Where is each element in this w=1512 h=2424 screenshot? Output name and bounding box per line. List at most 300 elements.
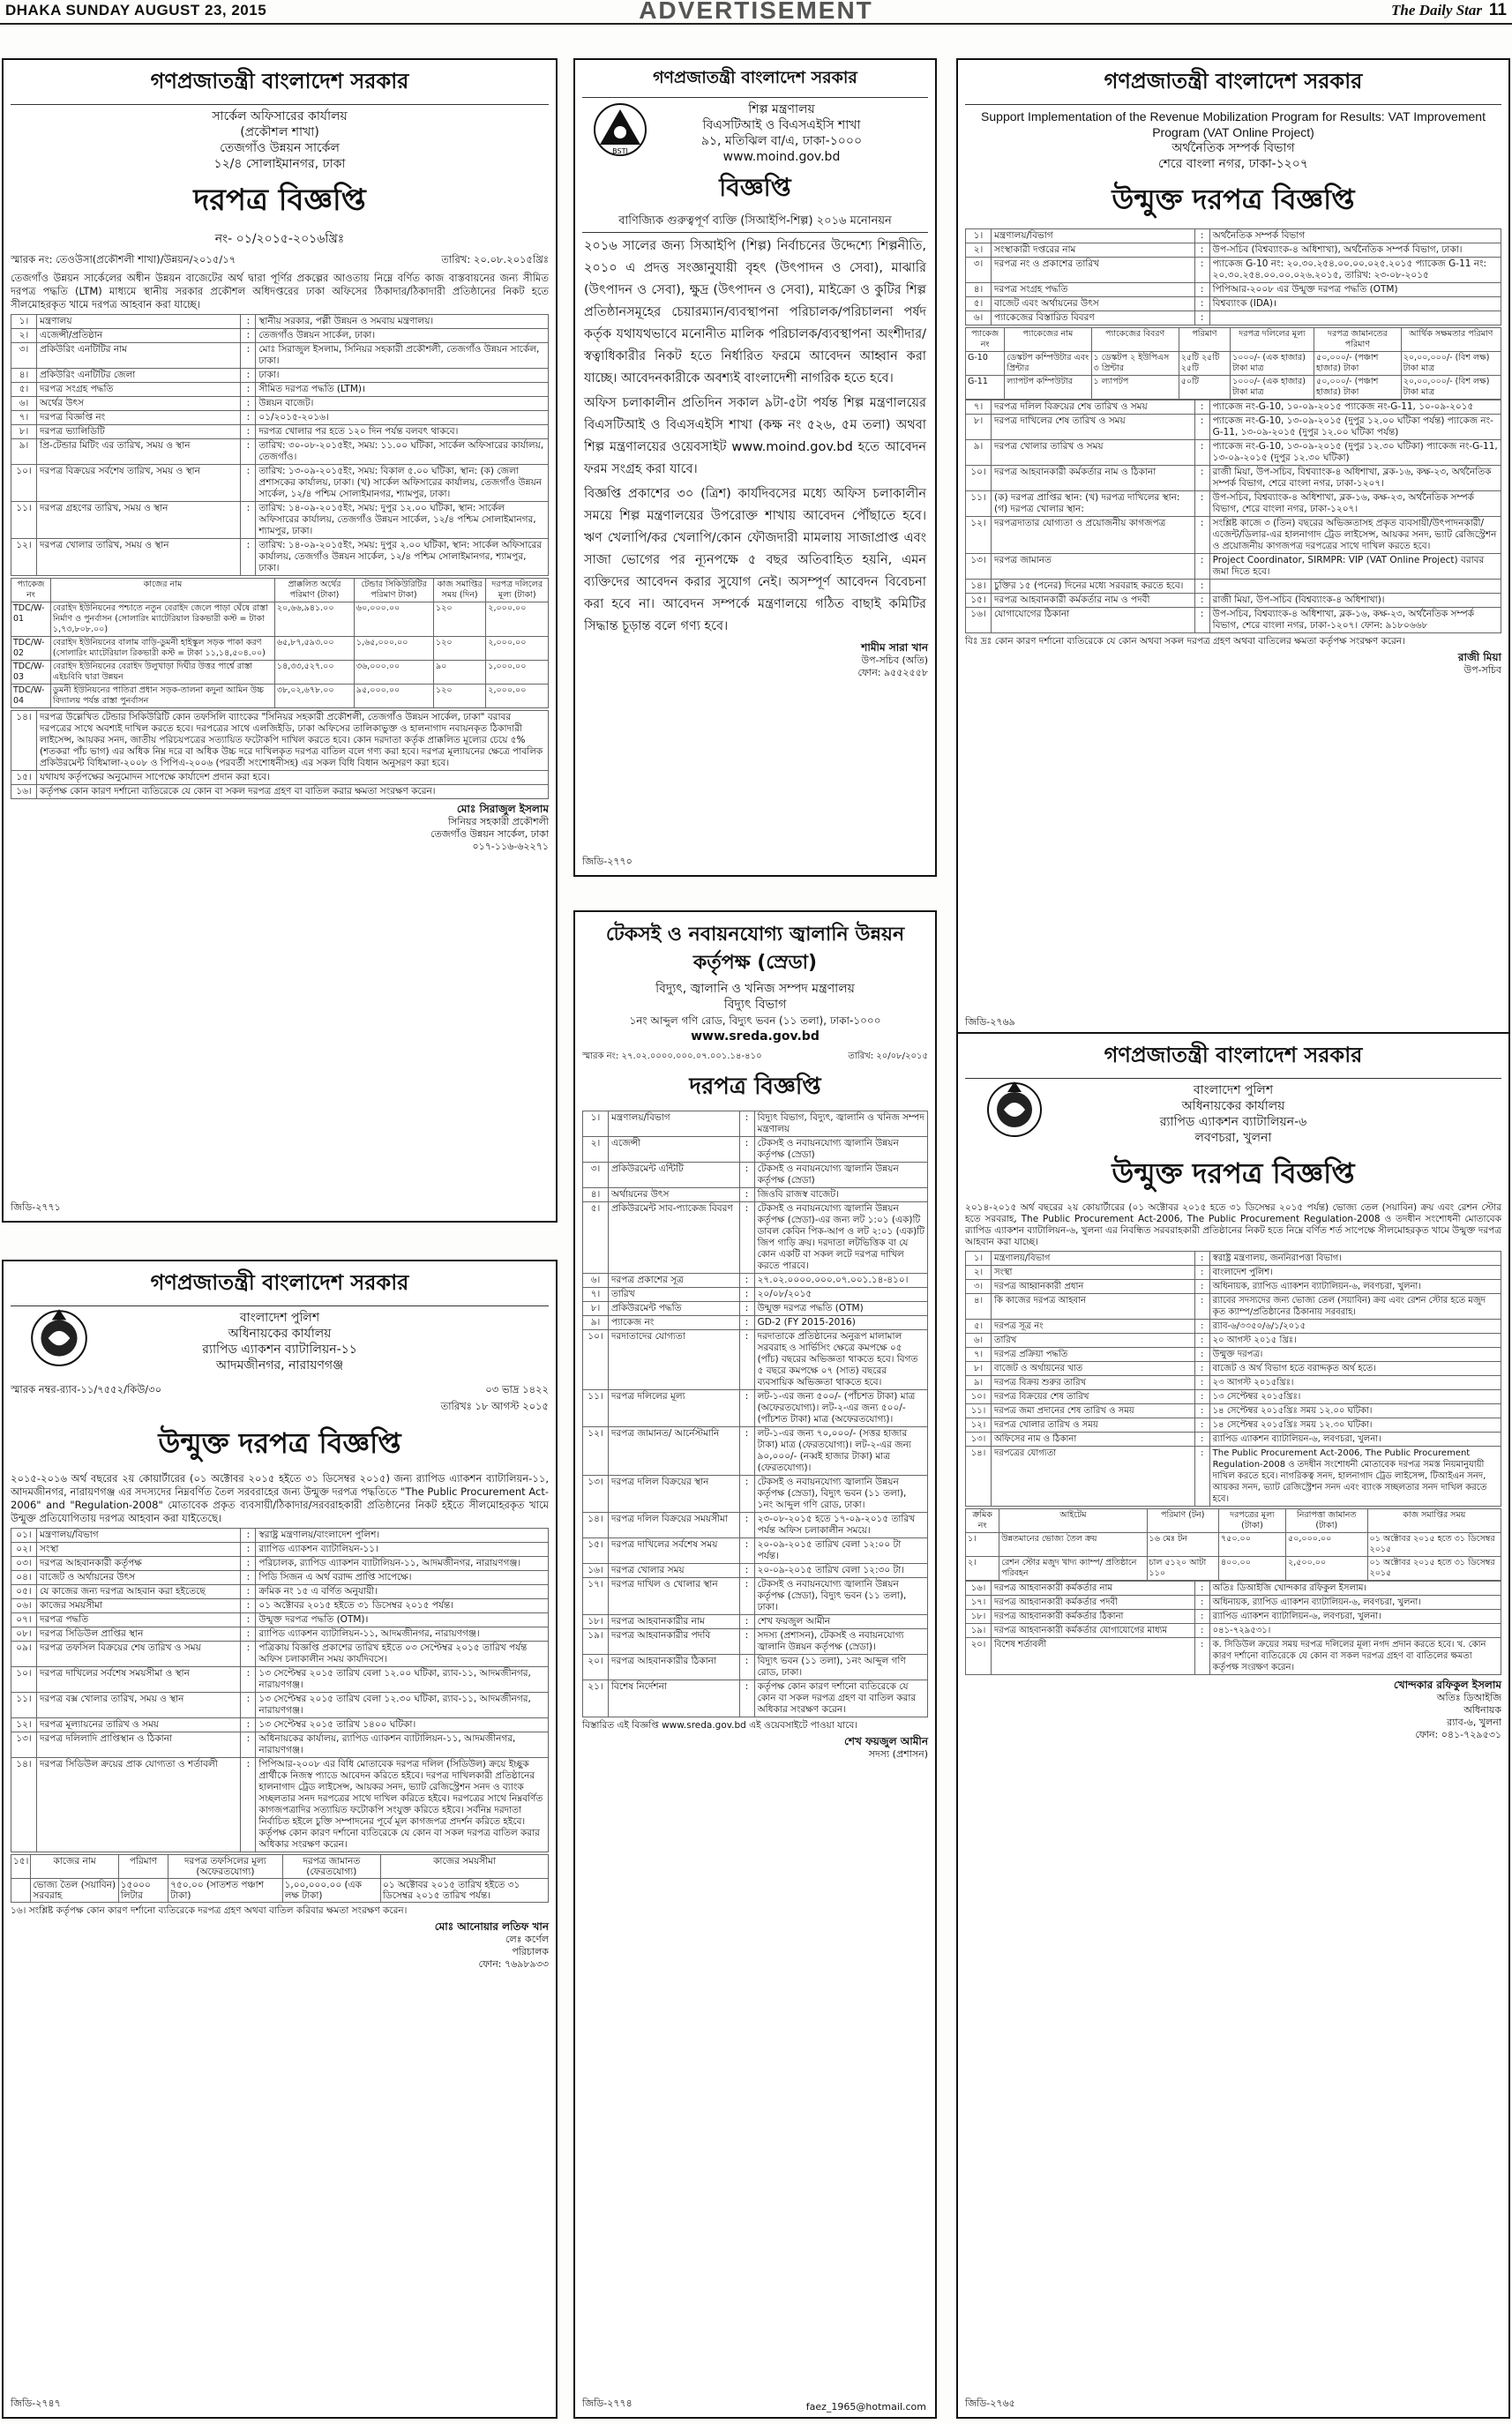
table-cell: ১২০ — [433, 685, 485, 708]
table-cell: পরিচালক, র‍্যাপিড এ্যাকশন ব্যাটালিয়ন-১১, আদমজীনগর, নারায়ণগঞ্জ। — [256, 1557, 549, 1571]
ad4-package-table — [965, 327, 1501, 400]
table-cell: তারিখ: ১৩-০৯-২০১৫ইং, সময়: বিকাল ৫.০০ ঘটিকা, স্থান: (ক) জেলা প্রশাসকের কার্যালয়, ঢাকা। (খ) সার্কেল অফিসারের কার্যালয়, তেজগাঁও উন্নয়ন সার্কেল, ১২/৪ পশ্চিম সোলাইমানগর, শ্যামপুর, ঢাকা। — [256, 465, 549, 502]
table-row — [966, 352, 1501, 376]
table-cell: কর্তৃপক্ষ কোন কারণ দর্শানো ব্যতিরেকে যে কোন বা সকল দরপত্র গ্রহণ বা বাতিল করার অধিকার সংরক্ষণ করেন। — [754, 1680, 927, 1717]
table-cell: পিপিআর-২০০৮ এর বিধি মোতাবেক দরপত্র দলিল (সিডিউল) ক্রয়ে ইচ্ছুক প্রার্থীকে নিজস্ব প্যাডে আবেদন করিতে হইবে। দরপত্র দাখিলকারী প্রতিষ্ঠানের হালনাগাদ ট্রেড লাইসেন্স, আয়কর সনদ, ভ্যাট রেজিস্ট্রেশন সনদ ও ব্যাংক সচ্ছলতার সনদ দরপত্রের সাথে দাখিল করিতে হইবে। দরপত্রের সাথে নিম্নবর্ণিত কাগজপত্রাদির সত্যায়িত ফটোকপি সংযুক্ত করিতে হইবে। সর্বনিম্ন দরদাতা নির্বাচিত হইলে চুক্তি সম্পাদনের পূর্বে মূল কাগজপত্র প্রদর্শন করিতে হইবে। কর্তৃপক্ষ কোন কারণ দর্শানো ব্যতিরেকে যে কোন বা সকল দরপত্র বাতিল করার অধিকার সংরক্ষণ করেন। — [256, 1758, 549, 1852]
table-cell: রাজী মিয়া, উপ-সচিব (বিশ্বব্যাংক-৪ অধিশাখা)। — [1209, 594, 1501, 608]
table-cell: ১৪। — [966, 580, 992, 594]
table-cell: (ক) দরপত্র প্রাপ্তির স্থান: (খ) দরপত্র দাখিলের স্থান: (গ) দরপত্র খোলার স্থান: — [992, 491, 1195, 517]
ad6-office-4: আদমজীনগর, নারায়ণগঞ্জ — [215, 1358, 344, 1373]
table-cell: ২। — [966, 243, 992, 258]
table-cell: ০১। — [11, 1529, 37, 1543]
colon-cell: : — [241, 502, 256, 539]
colon-cell: : — [241, 1667, 256, 1693]
ad2-sig-name: শামীম সারা খান — [861, 641, 928, 654]
table-cell: দরপত্র আহবানকারীর ঠিকানা — [609, 1655, 740, 1680]
table-row — [11, 1642, 549, 1667]
table-cell: দরপত্র দাখিলের সর্বশেষ সময় — [609, 1538, 740, 1564]
table-row — [11, 661, 549, 685]
ad4-sig-name: রাজী মিয়া — [1457, 651, 1501, 663]
table-row — [966, 440, 1501, 466]
colon-cell: : — [739, 1629, 754, 1655]
table-cell: পিপিআর-২০০৮ এর উন্মুক্ত দরপত্র পদ্ধতি (OTM) — [1209, 283, 1501, 297]
table-cell: ১১। — [11, 502, 37, 539]
section-title: ADVERTISEMENT — [639, 0, 873, 24]
ad1-intro: তেজগাঁও উন্নয়ন সার্কেলের অধীন উন্নয়ন বাজেটের অর্থ দ্বারা পূর্ণির প্রকল্পের আওতায় নিম্নে বর্ণিত কাজ বাস্তবায়নের জন্য সীমিত দরপত্র পদ্ধতি (LTM) মাধ্যমে স্থানীয় সরকার প্রকৌশল অধিদপ্তরের ঢাকা অফিসের ঠিকাদার/ঠিকাদারী প্রতিষ্ঠানের নিকট হতে সীলমোহরকৃত খামে দরপত্র আহবান করা যাচ্ছে। — [11, 272, 549, 310]
table-row — [583, 1390, 928, 1427]
table-cell: রেশন স্টোর মজুদ খাদ্য ক্যাম্প/ প্রতিষ্ঠানে পরিবহন — [999, 1557, 1147, 1581]
masthead: The Daily Star — [1391, 2, 1482, 19]
ad2-office-2: বিএসটিআই ও বিএসএইসি শাখা — [702, 118, 861, 132]
table-cell: ৮। — [11, 425, 37, 439]
ad5-sig-title: অধিনায়ক — [1463, 1704, 1501, 1716]
ad2-sig-phone: ফোন: ৯৫৫২৫৫৮ — [857, 667, 928, 678]
colon-cell: : — [1194, 608, 1209, 633]
table-cell: দরপত্র সূত্র নং — [992, 1320, 1195, 1334]
table-row — [966, 258, 1501, 283]
colon-cell: : — [739, 1427, 754, 1476]
table-cell: উন্মুক্ত দরপত্র। — [1209, 1348, 1501, 1362]
table-cell: দরপত্র নং ও প্রকাশের তারিখ — [992, 258, 1195, 283]
table-header-row — [966, 1509, 1501, 1533]
colon-cell: : — [1194, 1404, 1209, 1418]
table-cell: প্রকিউরিং এনটিটির জেলা — [37, 369, 241, 383]
table-cell: মন্ত্রণালয়/বিভাগ — [609, 1111, 740, 1137]
colon-cell: : — [241, 439, 256, 465]
table-cell: ০৫। — [11, 1585, 37, 1599]
table-cell: দরপত্রের যোগ্যতা — [992, 1447, 1195, 1507]
column-header: টেন্ডার সিকিউরিটির পরিমাণ টাকা) — [354, 579, 433, 602]
table-cell: ঢাকা। — [256, 369, 549, 383]
table-cell: ১০০০/- (এক হাজার) টাকা মাত্র — [1231, 376, 1314, 400]
ad-rab6-tender — [956, 1032, 1510, 2419]
table-cell: ল্যাপটপ কম্পিউটার — [1005, 376, 1091, 400]
ad1-sig-phone: ০১৭-১১৬-৬২২৭১ — [472, 841, 549, 852]
ad3-code: জিডি-২৭৭৪ — [582, 2398, 632, 2409]
table-cell: দরপত্র সিডিউল ক্রয়ের প্রাক যোগ্যতা ও শর্তাবলী — [37, 1758, 241, 1852]
table-cell: উপ-সচিব, বিশ্বব্যাংক-৪ অধিশাখা, ব্লক-১৬, কক্ষ-২৩, অর্থনৈতিক সম্পর্ক বিভাগ, শেরে বাংলা নগর, ঢাকা-১২০৭। ফোন: ৯১৮০৬৬৮ — [1209, 608, 1501, 633]
table-cell: দরপত্র জমা প্রদানের শেষ তারিখ ও সময় — [992, 1404, 1195, 1418]
table-row — [11, 685, 549, 708]
table-cell: ১৩। — [11, 1732, 37, 1758]
ad1-office-1: সার্কেল অফিসারের কার্যালয় — [212, 109, 348, 123]
ad6-gov: গণপ্রজাতন্ত্রী বাংলাদেশ সরকার — [11, 1267, 549, 1306]
colon-cell: : — [1194, 1266, 1209, 1280]
table-cell: অর্থের উৎস — [37, 397, 241, 411]
colon-cell: : — [739, 1274, 754, 1288]
ad6-note-16: ১৬। সংশ্লিষ্ট কর্তৃপক্ষ কোন কারণ দর্শানো ব্যতিরেকে দরপত্র গ্রহণ অথবা বাতিল করিবার ক্ষমতা সংরক্ষণ করেন। — [11, 1905, 408, 1916]
table-row — [966, 1447, 1501, 1507]
ad3-office-1: বিদ্যুৎ, জ্বালানি ও খনিজ সম্পদ মন্ত্রণালয় — [655, 982, 855, 996]
table-cell: ৯। — [966, 1376, 992, 1390]
table-cell: সংশ্লিষ্ট কাজে ৩ (তিন) বছরের অভিজ্ঞতাসহ প্রকৃত ব্যবসায়ী/উৎপাদনকারী/এজেন্ট/ডিলার-এর হালনাগাদ ট্রেড লাইসেন্স, আয়কর সনদ, ভ্যাট রেজিস্ট্রেশন ও প্রয়োজনীয় কাগজপত্র দরপত্রের সাথে দাখিল করতে হবে। — [1209, 517, 1501, 554]
ad4-sig-title: উপ-সচিব — [1463, 664, 1501, 676]
table-row — [11, 1557, 549, 1571]
table-cell: ৭। — [966, 1348, 992, 1362]
ad-erd-vat-tender — [956, 58, 1510, 1037]
table-cell: ২০,০০,০০০/- (বিশ লক্ষ) টাকা মাত্র — [1401, 376, 1501, 400]
dateline: DHAKA SUNDAY AUGUST 23, 2015 — [5, 2, 267, 19]
table-cell — [11, 1879, 31, 1903]
ad5-title: উন্মুক্ত দরপত্র বিজ্ঞপ্তি — [1112, 1156, 1355, 1190]
table-cell: দরপত্র সিডিউল প্রাপ্তির স্থান — [37, 1627, 241, 1642]
table-cell: ৫। — [966, 297, 992, 311]
table-cell: টেকসই ও নবায়নযোগ্য জ্বালানি উন্নয়ন কর্তৃপক্ষ (স্রেডা)-এর জন্য লট ১:০১ (এক)টি ডাবল কেবিন পিক-আপ ও লট ২:০১ (এক)টি জিপ গাড়ি ক্রয়। দরদাতা লটভিত্তিক বা যে কোন একটি বা সকল লটে দরপত্র দাখিল করতে পারবে। — [754, 1202, 927, 1274]
table-cell: ১। — [583, 1111, 609, 1137]
colon-cell: : — [1194, 1376, 1209, 1390]
table-header-row — [11, 1855, 549, 1879]
table-cell: টেকসই ও নবায়নযোগ্য জ্বালানি উন্নয়ন কর্তৃপক্ষ (স্রেডা) — [754, 1137, 927, 1163]
colon-cell: : — [1194, 491, 1209, 517]
ad1-office-2: (প্রকৌশল শাখা) — [240, 125, 319, 139]
colon-cell: : — [1194, 1582, 1209, 1596]
table-cell: ৪। — [11, 369, 37, 383]
table-cell: স্থানীয় সরকার, পল্লী উন্নয়ন ও সমবায় মন্ত্রণালয়। — [256, 315, 549, 329]
table-row — [11, 1543, 549, 1557]
table-cell: অতিঃ ডিআইজি খোন্দকার রফিকুল ইসলাম। — [1209, 1582, 1501, 1596]
ad6-sig-phone: ফোন: ৭৬৯৮৯৩৩ — [478, 1958, 549, 1970]
ad2-para-3: বিজ্ঞপ্তি প্রকাশের ৩০ (ত্রিশ) কার্যদিবসের মধ্যে অফিস চলাকালীন সময়ে শিল্প মন্ত্রণালয়ের উপরোক্ত শাখায় আবেদন পৌঁছাতে হবে। ঋণ খেলাপি/কর খেলাপি/কোন ফৌজদারী মামলায় সাজাপ্রাপ্ত এবং সাজা ভোগের পর ন্যূনপক্ষে ৫ বছর অতিবাহিত হয়নি, এমন ব্যক্তিদের আবেদন করার সুযোগ নেই। অসম্পূর্ণ আবেদন বিবেচনা করা হবে না। আবেদন সম্পর্কে মন্ত্রণালয়ে গঠিত বাছাই কমিটির সিদ্ধান্ত চূড়ান্ত বলে গণ্য হবে। — [584, 487, 926, 633]
table-cell: ১৭। — [583, 1578, 609, 1615]
table-cell: মোঃ সিরাজুল ইসলাম, সিনিয়র সহকারী প্রকৌশলী, তেজগাঁও উন্নয়ন সার্কেল, ঢাকা। — [256, 343, 549, 369]
table-cell: প্যাকেজ নং-G-10, ১৩-০৯-২০১৫ (দুপুর ১২.০০ ঘটিকা পর্যন্ত) প্যাকেজ নং-G-11, ১৩-০৯-২০১৫ (দুপুর ১২.০০ ঘটিকা পর্যন্ত) — [1209, 415, 1501, 440]
table-cell: ৪। — [966, 1294, 992, 1320]
table-cell: চাল ৫১২০ আটা ১১০ — [1147, 1557, 1218, 1581]
colon-cell: : — [1194, 400, 1209, 415]
colon-cell: : — [241, 1642, 256, 1667]
table-cell: দরদাতাকে প্রতিষ্ঠানের অনুরূপ মালামাল সরবরাহ ও সার্ভিসিং ক্ষেত্রে কমপক্ষে ০৫ (পাঁচ) বছরের অভিজ্ঞতা থাকতে হবে। বিগত ৫ বছরে কমপক্ষে ০৭ (সাত) বছরের ব্যবসায়িক অভিজ্ঞতা থাকতে হবে। — [754, 1330, 927, 1390]
ad6-code: জিডি-২৭৪৭ — [11, 2398, 61, 2409]
ad4-office-1: অর্থনৈতিক সম্পর্ক বিভাগ — [1171, 141, 1295, 155]
table-cell: দরপত্র প্রক্রিয়া পদ্ধতি — [992, 1348, 1195, 1362]
table-cell: দরপত্র পদ্ধতি — [37, 1613, 241, 1627]
ad3-info-table — [582, 1111, 928, 1717]
table-row — [966, 608, 1501, 633]
table-cell: কাজের সময়সীমা — [37, 1599, 241, 1613]
table-cell — [1209, 311, 1501, 325]
column-header: প্যাকেজের নাম — [1005, 328, 1091, 352]
table-row — [966, 229, 1501, 243]
table-cell: ২। — [583, 1137, 609, 1163]
ad3-date: তারিখ: ২০/০৮/২০১৫ — [848, 1051, 928, 1061]
table-cell: দরপত্র বিক্রয়ের সর্বশেষ তারিখ, সময় ও স্থান — [37, 465, 241, 502]
table-cell: ৩৮,০২,৬৭৮.০০ — [274, 685, 354, 708]
note-row — [11, 711, 549, 771]
table-cell: প্যাকেজের বিস্তারিত বিবরণ — [992, 311, 1195, 325]
table-cell: ৬। — [11, 397, 37, 411]
table-cell: দরপত্র দলিল বিক্রয়ের শেষ তারিখ ও সময় — [992, 400, 1195, 415]
table-cell: দরপত্রদাতার যোগ্যতা ও প্রয়োজনীয় কাগজপত্র — [992, 517, 1195, 554]
colon-cell: : — [1194, 258, 1209, 283]
table-cell: ১২। — [966, 1418, 992, 1433]
table-cell: ১। — [966, 1533, 999, 1557]
colon-cell: : — [739, 1538, 754, 1564]
ad6-intro: ২০১৫-২০১৬ অর্থ বছরের ২য় কোয়ার্টারের (০১ অক্টোবর ২০১৫ হইতে ৩১ ডিসেম্বর ২০১৫) জন্য র‍্যাপিড এ্যাকশন ব্যাটালিয়ন-১১, আদমজীনগর, নারায়ণগঞ্জ এর সদস্যদের নিম্নবর্ণিত তৈল সরবরাহের জন্য উন্মুক্ত দরপত্র পদ্ধতিতে "The Public Procurement Act-2006" and "Regulation-2008" মোতাবেক প্রকৃত ব্যবসায়ী/ঠিকাদার/সরবরাহকারী প্রতিষ্ঠানের নিকট হইতে সীলমোহরকৃত খামে উন্মুক্ত প্রতিযোগিতায় দরপত্র আহবান করা যাইতেছে। — [11, 1472, 549, 1524]
table-cell: দরপত্র খোলার তারিখ ও সময় — [992, 1418, 1195, 1433]
ad6-office-2: অধিনায়কের কার্যালয় — [228, 1327, 332, 1341]
table-cell: যে কাজের জন্য দরপত্র আহবান করা হইতেছে — [37, 1585, 241, 1599]
ad-rab11-tender — [2, 1260, 558, 2419]
column-header: দরপত্র জামানতের পরিমাণ — [1314, 328, 1402, 352]
colon-cell: : — [1194, 1320, 1209, 1334]
table-cell: ২০,৬৬,৯৪১.০০ — [274, 602, 354, 637]
colon-cell: : — [1194, 1447, 1209, 1507]
table-cell: ৭। — [11, 411, 37, 425]
ad5-sig-office: র‍্যাব-৬, খুলনা — [1447, 1717, 1501, 1728]
table-cell: ১২। — [11, 539, 37, 576]
table-cell: এজেন্সী/প্রতিষ্ঠান — [37, 329, 241, 343]
table-cell: লট-১-এর জন্য ৭০,০০০/- (সত্তর হাজার টাকা) মাত্র (ফেরতযোগ্য)। লট-২-এর জন্য ৯০,০০০/- (নব্বই হাজার টাকা) মাত্র (ফেরতযোগ্য)। — [754, 1427, 927, 1476]
table-cell: ১০০০/- (এক হাজার) টাকা মাত্র — [1231, 352, 1314, 376]
table-cell: ৭৫০.০০ (সাতশত পঞ্চাশ টাকা) — [168, 1879, 282, 1903]
ad1-office-4: ১২/৪ সোলাইমানগর, ঢাকা — [213, 157, 346, 171]
page-header — [0, 0, 1512, 25]
table-cell: বাংলাদেশ পুলিশ। — [1209, 1266, 1501, 1280]
table-cell: দরপত্র বক্স খোলার তারিখ, সময় ও স্থান — [37, 1693, 241, 1718]
colon-cell: : — [1194, 554, 1209, 580]
ad1-ref: স্মারক নং: তেওউসা(প্রকৌশলী শাখা)/উন্নয়ন/২০১৫/১৭ — [11, 253, 236, 266]
table-cell: ১৮। — [966, 1610, 992, 1624]
ad1-date: তারিখ: ২০.০৮.২০১৫খ্রিঃ — [441, 253, 549, 266]
table-row — [583, 1615, 928, 1629]
table-row — [11, 1732, 549, 1758]
ad2-para-1: ২০১৬ সালের জন্য সিআইপি (শিল্প) নির্বাচনের উদ্দেশ্যে শিল্পনীতি, ২০১০ এ প্রদত্ত সংজ্ঞানুযায়ী বৃহৎ (উৎপাদন ও সেবা), মাঝারি (উৎপাদন ও সেবা), ক্ষুদ্র (উৎপাদন ও সেবা), মাইক্রো ও কুটির শিল্প প্রতিষ্ঠানসমূহের চেয়ারম্যান/ব্যবস্থাপনা পরিচালক/পরিচালনা পর্ষদ কর্তৃক যথাযথভাবে মনোনীত মালিক পরিচালক/ব্যবস্থাপনা অংশীদার/স্বত্বাধিকারীর নিকট হতে নির্ধারিত ফরমে আবেদন আহ্বান করা যাচ্ছে। আবেদনকারীকে অবশ্যই বাংলাদেশী নাগরিক হতে হবে। — [584, 239, 926, 385]
table-cell: ২। — [966, 1266, 992, 1280]
table-cell: প্রকিউরমেন্ট সাব-প্যাকেজ বিবরণ — [609, 1202, 740, 1274]
colon-cell: : — [241, 1557, 256, 1571]
table-row — [966, 1334, 1501, 1348]
table-row — [966, 376, 1501, 400]
table-cell: তারিখ: ৩০-০৮-২০১৫ইং, সময়: ১১.০০ ঘটিকা, সার্কেল অফিসারের কার্যালয়, তেজগাঁও। — [256, 439, 549, 465]
table-cell: ১৩। — [966, 1433, 992, 1447]
table-cell: ১০। — [966, 1390, 992, 1404]
table-row — [11, 502, 549, 539]
table-cell: প্যাকেজ নং-G-10, ১৩-০৯-২০১৫ (দুপুর ১২.৩০ ঘটিকা) প্যাকেজ নং-G-11, ১৩-০৯-২০১৫ (দুপুর ১২.৩০ ঘটিকা) — [1209, 440, 1501, 466]
table-cell: ১। — [11, 315, 37, 329]
ad6-package-table — [11, 1854, 549, 1903]
ad1-sig-title: সিনিয়র সহকারী প্রকৌশলী — [447, 816, 549, 827]
table-row — [11, 329, 549, 343]
table-cell: G-11 — [966, 376, 1005, 400]
table-cell: উপ-সচিব, বিশ্বব্যাংক-৪ অধিশাখা, ব্লক-১৬, কক্ষ-২৩, অর্থনৈতিক সম্পর্ক বিভাগ, শেরে বাংলা নগর, ঢাকা-১২০৭। — [1209, 491, 1501, 517]
ad5-office-1: বাংলাদেশ পুলিশ — [1193, 1083, 1274, 1097]
ad1-code: জিডি-২৭৭১ — [11, 1201, 61, 1213]
table-cell: ২০। — [966, 1638, 992, 1675]
ad2-code: জিডি-২৭৭০ — [582, 856, 632, 867]
table-cell: ১৩ সেপ্টেম্বর ২০১৫খ্রিঃ। — [1209, 1390, 1501, 1404]
table-cell: দরপত্র আহবানকারীর নাম — [609, 1615, 740, 1629]
ad3-title: টেকসই ও নবায়নযোগ্য জ্বালানি উন্নয়ন কর্তৃপক্ষ (স্রেডা) — [605, 924, 905, 974]
colon-cell: : — [241, 1758, 256, 1852]
table-row — [583, 1564, 928, 1578]
table-cell: দরপত্র বিক্রয়ের শেষ তারিখ — [992, 1390, 1195, 1404]
table-cell: দরপত্র ভ্যালিডিটি — [37, 425, 241, 439]
table-row — [11, 539, 549, 576]
table-cell: ১,০০,০০০.০০ (এক লক্ষ টাকা) — [282, 1879, 380, 1903]
table-cell: অর্থনৈতিক সম্পর্ক বিভাগ — [1209, 229, 1501, 243]
table-cell: কর্তৃপক্ষ কোন কারণ দর্শানো ব্যতিরেকে যে কোন বা সকল দরপত্র গ্রহণ বা বাতিল করার ক্ষমতা সংরক্ষণ করেন। — [37, 785, 549, 799]
colon-cell: : — [241, 383, 256, 397]
column-header: পরিমাণ — [1179, 328, 1230, 352]
table-cell: দরপত্র দলিল বিক্রয়ের স্থান — [609, 1476, 740, 1513]
table-cell: TDC/W-01 — [11, 602, 51, 637]
table-cell: র‍্যাব-৬/৩৩৫০/৬/১/২০১৫ — [1209, 1320, 1501, 1334]
colon-cell: : — [1194, 1280, 1209, 1294]
table-cell: TDC/W-04 — [11, 685, 51, 708]
colon-cell: : — [739, 1655, 754, 1680]
table-cell: মন্ত্রণালয়/বিভাগ — [992, 229, 1195, 243]
column-header: আর্থিক সক্ষমতার পরিমাণ — [1401, 328, 1501, 352]
table-cell: The Public Procurement Act-2006, The Public Procurement Regulation-2008 ও তদধীন সংশোধনী মোতাবেক দরপত্র সমস্ত নিয়মানুযায়ী দাখিল করতে হবে। নাগরিকত্ব সনদ, হালনাগাদ ট্রেড লাইসেন্স, টিআইএন সনদ, আয়কর সনদ, ভ্যাট রেজিস্ট্রেশন সনদ এবং ব্যাংক সচ্ছলতার সনদ দাখিল করতে হবে। — [1209, 1447, 1501, 1507]
table-row — [583, 1655, 928, 1680]
police-emblem-icon — [26, 1304, 92, 1369]
ad6-signature — [11, 1920, 549, 1971]
table-cell: ১৯। — [966, 1624, 992, 1638]
table-cell: ১৭। — [966, 1596, 992, 1610]
table-row — [966, 491, 1501, 517]
table-row — [11, 1613, 549, 1627]
table-cell: র‍্যাপিড এ্যাকশন ব্যাটালিয়ন-৬, লবণচরা, খুলনা। — [1209, 1433, 1501, 1447]
table-cell: দরপত্র সংগ্রহ পদ্ধতি — [992, 283, 1195, 297]
table-row — [11, 315, 549, 329]
table-row — [11, 1718, 549, 1732]
table-cell: দরপত্র তফসিল বিক্রয়ের শেষ তারিখ ও সময় — [37, 1642, 241, 1667]
colon-cell: : — [1194, 1638, 1209, 1675]
table-cell: দরপত্র খোলার তারিখ, সময় ও স্থান — [37, 539, 241, 576]
colon-cell: : — [1194, 1390, 1209, 1404]
table-row — [583, 1330, 928, 1390]
ad2-signature — [582, 641, 928, 679]
colon-cell: : — [739, 1390, 754, 1427]
colon-cell: : — [241, 1613, 256, 1627]
table-cell: ২৫টি ২৫টি ২৫টি — [1179, 352, 1230, 376]
table-cell: র‍্যাপিড এ্যাকশন ব্যাটালিয়ন-১১। — [256, 1543, 549, 1557]
table-cell: বিশেষ নির্দেশনা — [609, 1680, 740, 1717]
table-cell: বেরাইদ ইউনিয়নের পশ্চাতে নতুন বেরাইদ জেলে পাড়া ঘেঁষে রাস্তা নির্মাণ ও পুনর্বাসন (সোলারিং ম্যাটেরিয়াল রিকভারী কস্ট = টাকা ১,৭৩,৮০৮.০০) — [50, 602, 274, 637]
table-cell: বাজেট ও অর্থায়নের খাত — [992, 1362, 1195, 1376]
column-header: দরপত্রের মূল্য (টাকা) — [1218, 1509, 1285, 1533]
ad6-sig-title: পরিচালক — [512, 1946, 549, 1957]
colon-cell: : — [241, 315, 256, 329]
table-cell: ৬০,০০০.০০ — [354, 602, 433, 637]
ad6-office-3: র‍্যাপিড এ্যাকশন ব্যাটালিয়ন-১১ — [202, 1343, 357, 1357]
table-cell: ০৭। — [11, 1613, 37, 1627]
table-cell: প্রকিউরমেন্ট এন্টিটি — [609, 1163, 740, 1188]
table-cell: দরপত্র জামানত — [992, 554, 1195, 580]
table-row — [583, 1578, 928, 1615]
table-cell: ৯। — [966, 440, 992, 466]
table-cell: ১৪,৩৩,৫২৭.০০ — [274, 661, 354, 685]
ad1-subtitle: নং- ০১/২০১৫-২০১৬খ্রিঃ — [214, 232, 345, 246]
table-cell: ডুমনী ইউনিয়নের পাতিরা প্রধান সড়ক-তালনা কদুনা আমিন উচ্চ বিদ্যালয় পর্যন্ত রাস্তা পুনর্বাসন — [50, 685, 274, 708]
table-cell: ১০। — [11, 465, 37, 502]
colon-cell: : — [241, 369, 256, 383]
table-row — [966, 1404, 1501, 1418]
table-cell: ক্রমিক নং ১৫ এ বর্ণিত অনুযায়ী। — [256, 1585, 549, 1599]
ad6-ref: স্মারক নম্বর-র‍্যাব-১১/৭৫৫২/কিউ/৩০ — [11, 1383, 162, 1395]
column-header: প্যাকেজ নং — [11, 579, 51, 602]
table-row — [966, 311, 1501, 325]
table-row — [11, 1529, 549, 1543]
column-header: দরপত্র দলিলের মূল্য (টাকা) — [486, 579, 549, 602]
column-header: প্যাকেজ নং — [966, 328, 1005, 352]
ad4-info-table — [965, 228, 1501, 325]
table-cell: ২৩-০৮-২০১৫ হতে ১৭-০৯-২০১৫ তারিখ পর্যন্ত অফিস চলাকালীন সময়ে। — [754, 1513, 927, 1538]
table-row — [966, 1266, 1501, 1280]
table-row — [966, 1252, 1501, 1266]
table-cell: এজেন্সী — [609, 1137, 740, 1163]
table-cell: ৭৫০.০০ — [1218, 1533, 1285, 1557]
table-cell: ৫০,০০০/- (পঞ্চাশ হাজার) টাকা — [1314, 352, 1402, 376]
table-cell: ০৯। — [11, 1642, 37, 1667]
ad4-gov: গণপ্রজাতন্ত্রী বাংলাদেশ সরকার — [965, 65, 1501, 105]
table-cell: ৩। — [11, 343, 37, 369]
table-cell: বেরাইদ ইউনিয়নের বেরাইদ উলুখাড়া দিঘীর উত্তর পার্শ্বে রাস্তা এইচবিবি দ্বারা উন্নয়ন — [50, 661, 274, 685]
table-cell: উন্নয়ন বাজেট। — [256, 397, 549, 411]
table-cell: ১৬। — [583, 1564, 609, 1578]
colon-cell: : — [1194, 1362, 1209, 1376]
ad6-sig-name: মোঃ আনোয়ার লতিফ খান — [434, 1920, 549, 1933]
colon-cell: : — [1194, 440, 1209, 466]
table-cell: ১৩। — [583, 1476, 609, 1513]
ad5-package-table — [965, 1508, 1501, 1581]
table-cell: ১৪। — [11, 1758, 37, 1852]
ad-bsti-notice — [573, 58, 937, 877]
table-cell: ১৪। — [583, 1513, 609, 1538]
colon-cell: : — [1194, 243, 1209, 258]
ad4-info-table-2 — [965, 400, 1501, 633]
table-cell: ১। — [966, 1252, 992, 1266]
colon-cell: : — [241, 1529, 256, 1543]
table-cell: দরদাতাদের যোগ্যতা — [609, 1330, 740, 1390]
ad2-office-3: ৯১, মতিঝিল বা/এ, ঢাকা-১০০০ — [700, 134, 863, 148]
table-row — [583, 1163, 928, 1188]
table-cell: র‍্যাবের সদস্যদের জন্য ভোজ্য তেল (সয়াবিন) ক্রয় এবং রেশন স্টোর হতে মজুদ কৃত ক্যাম্প/প্রতিষ্ঠানের ঠিকানায় সরবরাহ। — [1209, 1294, 1501, 1320]
table-row — [11, 465, 549, 502]
table-row — [966, 1533, 1501, 1557]
colon-cell: : — [1194, 229, 1209, 243]
table-cell: বেরাইদ ইউনিয়নের বালাম বাড়ি-ডুমনী হাইস্কুল সড়ক পাকা করণ (সোলারিং ম্যাটেরিয়াল রিকভারী কস্ট = টাকা ১১,১৪,৫০৪.০০) — [50, 637, 274, 661]
table-cell: ২,০০০.০০ — [486, 602, 549, 637]
table-cell: প্রকিউরমেন্ট পদ্ধতি — [609, 1302, 740, 1316]
table-cell: দরপত্র দলিলাদি প্রাপ্তিস্থান ও ঠিকানা — [37, 1732, 241, 1758]
table-cell: তারিখ — [992, 1334, 1195, 1348]
table-cell: যোগাযোগের ঠিকানা — [992, 608, 1195, 633]
table-cell: ১৬। — [966, 608, 992, 633]
colon-cell: : — [1194, 1624, 1209, 1638]
table-row — [11, 1585, 549, 1599]
table-row — [11, 383, 549, 397]
table-cell: ০১ অক্টোবর ২০১৫ হতে ৩১ ডিসেম্বর ২০১৫ — [1367, 1557, 1501, 1581]
table-row — [583, 1202, 928, 1274]
table-cell: ০১ অক্টোবর ২০১৫ হইতে ৩১ ডিসেম্বর ২০১৫ পর্যন্ত। — [256, 1599, 549, 1613]
table-row — [583, 1538, 928, 1564]
table-row — [966, 580, 1501, 594]
table-cell: ৭। — [583, 1288, 609, 1302]
ad3-office-2: বিদ্যুৎ বিভাগ — [723, 998, 787, 1012]
table-row — [966, 554, 1501, 580]
table-cell: দরপত্র খোলার তারিখ ও সময় — [992, 440, 1195, 466]
table-cell: স্বরাষ্ট্র মন্ত্রণালয়/বাংলাদেশ পুলিশ। — [256, 1529, 549, 1543]
table-cell: ৩৬,০০০.০০ — [354, 661, 433, 685]
colon-cell: : — [1194, 415, 1209, 440]
table-row — [11, 425, 549, 439]
ad3-heading: দরপত্র বিজ্ঞপ্তি — [689, 1074, 821, 1100]
colon-cell: : — [739, 1163, 754, 1188]
table-cell: ৫। — [966, 1320, 992, 1334]
table-cell: ৫। — [583, 1202, 609, 1274]
table-header-row — [966, 328, 1501, 352]
